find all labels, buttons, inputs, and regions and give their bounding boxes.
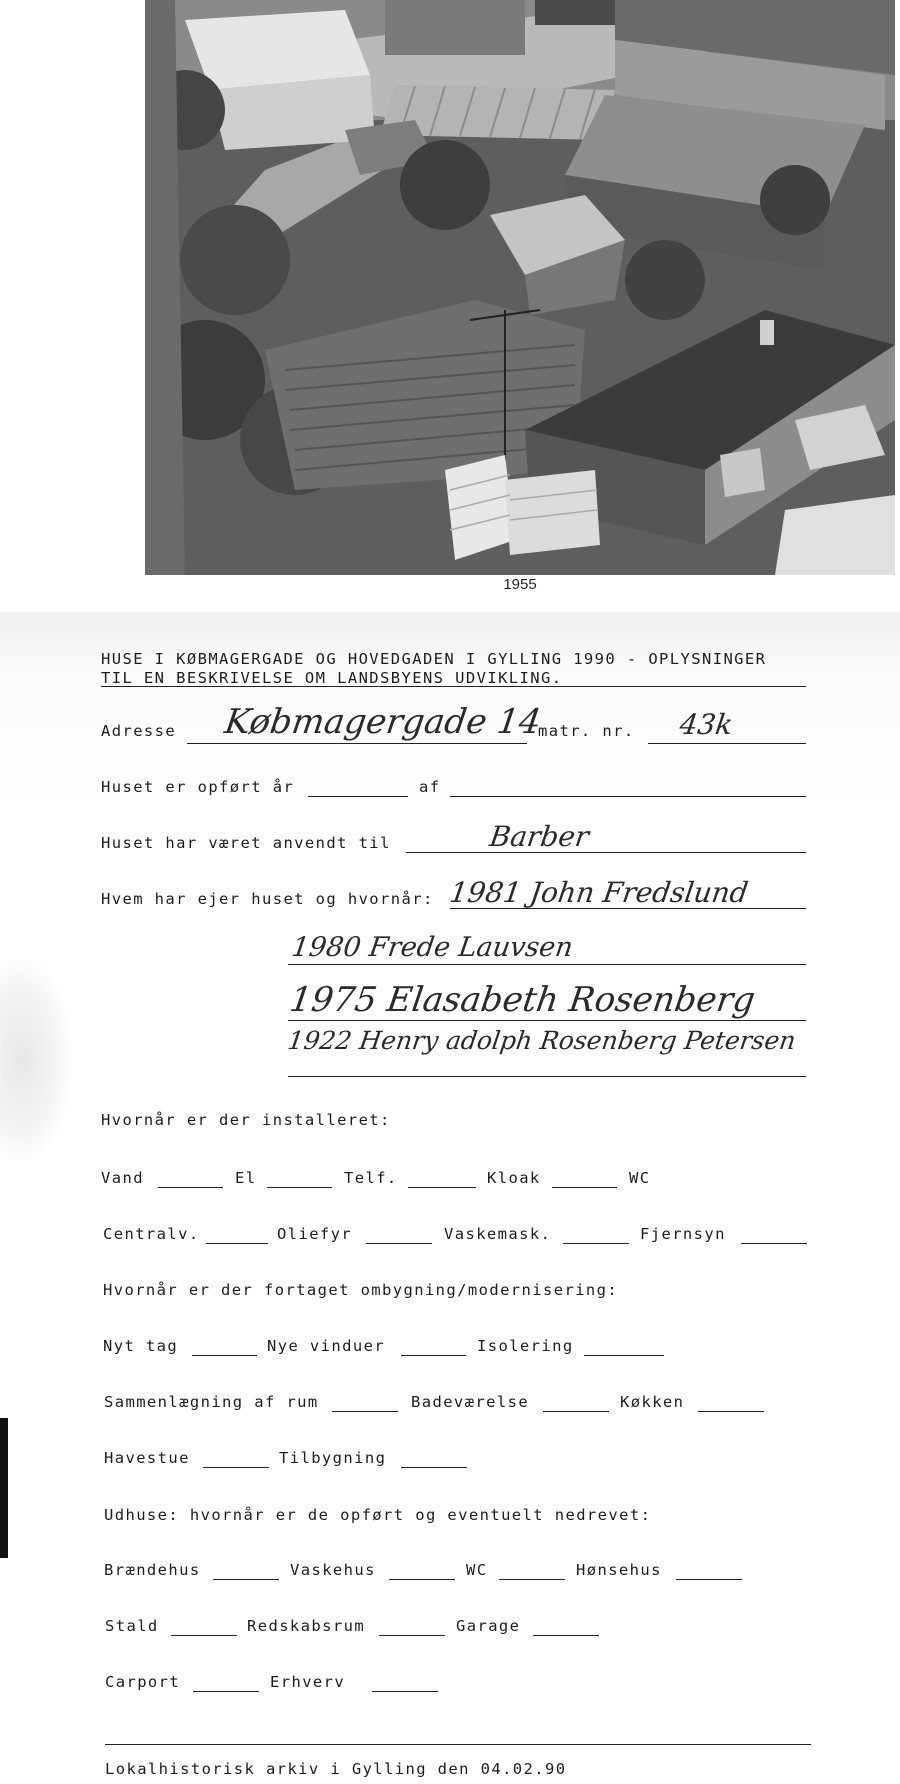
outbuild-label-vaskehus: Vaskehus	[290, 1561, 376, 1579]
aerial-photo-illustration	[145, 0, 895, 575]
outbuild-label-garage: Garage	[456, 1617, 521, 1635]
owner-entry: 1922 Henry adolph Rosenberg Petersen	[285, 1026, 798, 1055]
installed-label-centralv: Centralv.	[103, 1225, 200, 1243]
rebuild-field-sammenlaegning[interactable]	[332, 1411, 398, 1412]
outbuild-label-erhverv: Erhverv	[270, 1673, 346, 1691]
owner-entry: 1980 Frede Lauvsen	[289, 932, 575, 963]
installed-field-centralv[interactable]	[206, 1243, 268, 1244]
aerial-photo	[145, 0, 895, 575]
rebuild-field-nye-vinduer[interactable]	[401, 1355, 466, 1356]
outbuild-field-carport[interactable]	[193, 1691, 259, 1692]
installed-label-kloak: Kloak	[487, 1169, 541, 1187]
installed-label-vaskemask: Vaskemask.	[444, 1225, 552, 1243]
installed-field-kloak[interactable]	[552, 1187, 617, 1188]
rebuild-label-havestue: Havestue	[104, 1449, 190, 1467]
owners-field-2[interactable]	[288, 964, 806, 965]
owners-label: Hvem har ejer huset og hvornår:	[101, 890, 434, 908]
address-field[interactable]	[187, 743, 527, 744]
installed-field-el[interactable]	[267, 1187, 332, 1188]
rebuild-label-nye-vinduer: Nye vinduer	[267, 1337, 386, 1355]
owners-field-3[interactable]	[288, 1020, 806, 1021]
rebuild-label-isolering: Isolering	[477, 1337, 574, 1355]
installed-label-vand: Vand	[101, 1169, 144, 1187]
installed-field-oliefyr[interactable]	[366, 1243, 432, 1244]
installed-field-vand[interactable]	[158, 1187, 223, 1188]
installed-label-el: El	[235, 1169, 257, 1187]
installed-label-wc: WC	[629, 1169, 651, 1187]
usage-value: Barber	[487, 820, 591, 853]
usage-label: Huset har været anvendt til	[101, 834, 391, 852]
outbuild-heading: Udhuse: hvornår er de opført og eventuelt nedrevet:	[104, 1506, 652, 1524]
address-value: Købmagergade 14	[222, 702, 544, 742]
outbuild-label-braendehus: Brændehus	[104, 1561, 201, 1579]
rebuild-field-havestue[interactable]	[203, 1467, 269, 1468]
rebuild-label-tilbygning: Tilbygning	[279, 1449, 387, 1467]
footer-text: Lokalhistorisk arkiv i Gylling den 04.02.90	[105, 1760, 567, 1778]
paper-crumple	[0, 960, 70, 1160]
outbuild-label-stald: Stald	[105, 1617, 159, 1635]
outbuild-field-braendehus[interactable]	[213, 1579, 279, 1580]
matr-value: 43k	[677, 708, 735, 741]
rebuild-label-nyt-tag: Nyt tag	[103, 1337, 179, 1355]
rebuild-field-tilbygning[interactable]	[401, 1467, 467, 1468]
rebuild-field-koekken[interactable]	[698, 1411, 764, 1412]
scan-edge-mark	[0, 1418, 8, 1558]
owner-entry: 1981 John Fredslund	[447, 876, 751, 909]
outbuild-field-vaskehus[interactable]	[389, 1579, 455, 1580]
installed-heading: Hvornår er der installeret:	[101, 1111, 391, 1129]
rebuild-label-sammenlaegning: Sammenlægning af rum	[104, 1393, 319, 1411]
installed-field-fjernsyn[interactable]	[741, 1243, 807, 1244]
outbuild-label-carport: Carport	[105, 1673, 181, 1691]
owner-entry: 1975 Elasabeth Rosenberg	[287, 980, 758, 1020]
outbuild-field-wc[interactable]	[499, 1579, 565, 1580]
outbuild-label-wc: WC	[466, 1561, 488, 1579]
installed-label-telf: Telf.	[344, 1169, 398, 1187]
built-year-label: Huset er opført år	[101, 778, 295, 796]
outbuild-label-redskabsrum: Redskabsrum	[247, 1617, 366, 1635]
installed-field-telf[interactable]	[408, 1187, 476, 1188]
built-by-field[interactable]	[450, 796, 806, 797]
matr-field[interactable]	[648, 743, 806, 744]
owners-field-4[interactable]	[288, 1076, 806, 1077]
rebuild-field-isolering[interactable]	[584, 1355, 664, 1356]
installed-label-fjernsyn: Fjernsyn	[640, 1225, 726, 1243]
outbuild-label-honsehus: Hønsehus	[576, 1561, 662, 1579]
outbuild-field-honsehus[interactable]	[676, 1579, 742, 1580]
installed-label-oliefyr: Oliefyr	[277, 1225, 353, 1243]
matr-label: matr. nr.	[538, 722, 635, 740]
rebuild-heading: Hvornår er der fortaget ombygning/modernisering:	[103, 1281, 619, 1299]
outbuild-field-stald[interactable]	[171, 1635, 237, 1636]
rebuild-field-nyt-tag[interactable]	[192, 1355, 257, 1356]
rebuild-label-koekken: Køkken	[620, 1393, 685, 1411]
outbuild-field-erhverv[interactable]	[372, 1691, 438, 1692]
outbuild-field-garage[interactable]	[533, 1635, 599, 1636]
address-label: Adresse	[101, 722, 177, 740]
built-year-field[interactable]	[308, 796, 408, 797]
outbuild-field-redskabsrum[interactable]	[379, 1635, 445, 1636]
rebuild-field-badevaerelse[interactable]	[543, 1411, 609, 1412]
heading-underline	[101, 686, 806, 687]
footer-rule	[105, 1744, 811, 1745]
usage-field[interactable]	[406, 852, 806, 853]
form-heading-line2: TIL EN BESKRIVELSE OM LANDSBYENS UDVIKLING.	[101, 669, 563, 687]
photo-caption: 1955	[503, 576, 537, 593]
rebuild-label-badevaerelse: Badeværelse	[411, 1393, 530, 1411]
built-by-label: af	[419, 778, 441, 796]
installed-field-vaskemask[interactable]	[563, 1243, 629, 1244]
form-heading-line1: HUSE I KØBMAGERGADE OG HOVEDGADEN I GYLLING 1990 - OPLYSNINGER	[101, 650, 767, 668]
